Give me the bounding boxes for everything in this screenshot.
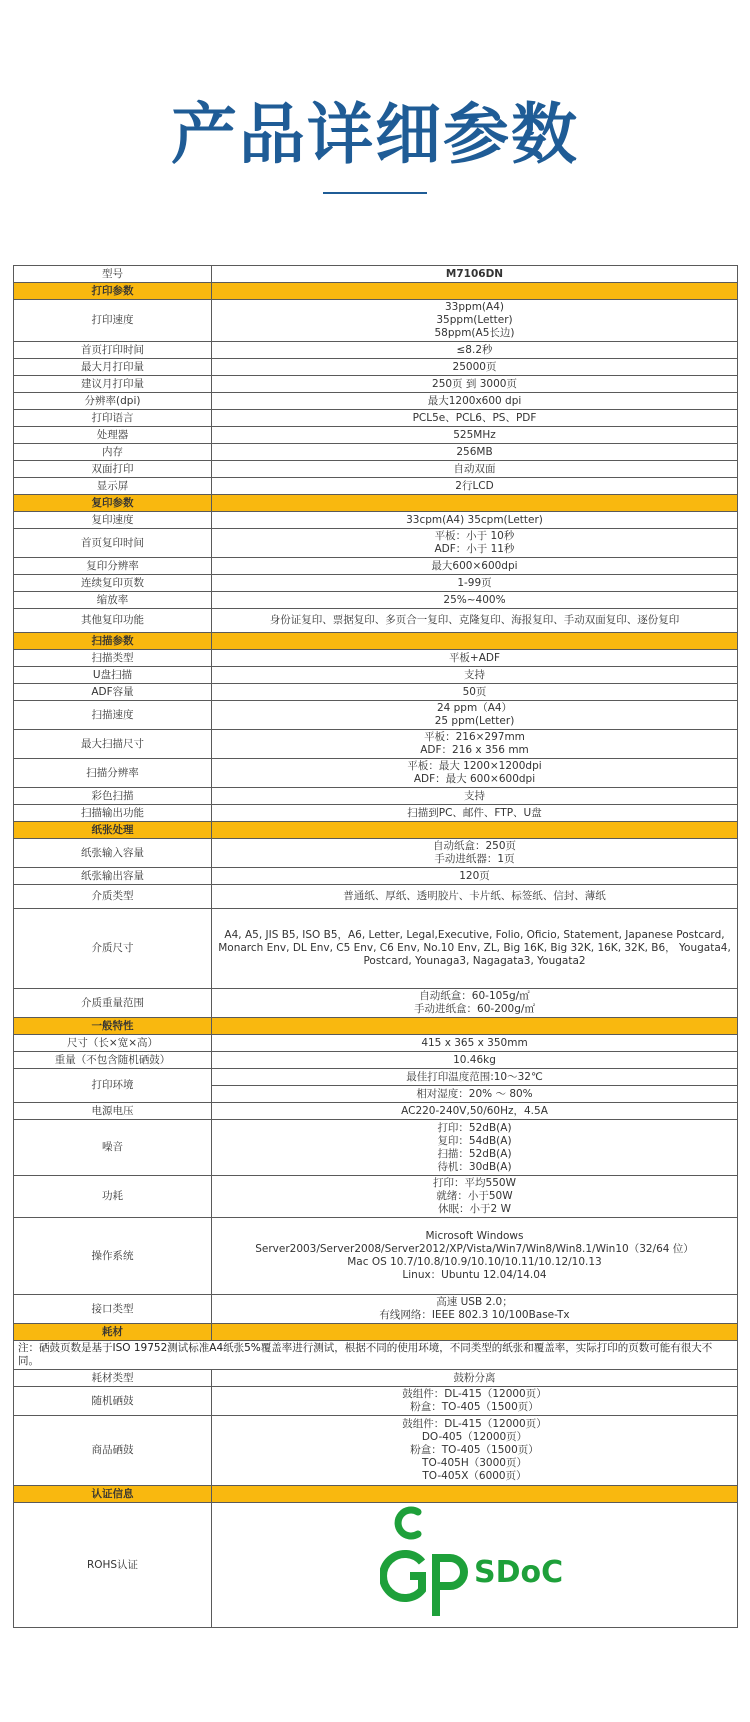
spec-value: PCL5e、PCL6、PS、PDF xyxy=(212,410,738,427)
spec-value: 打印：平均550W 就绪：小于50W 休眠：小于2 W xyxy=(212,1176,738,1218)
spec-label: 介质类型 xyxy=(14,885,212,909)
spec-label: 彩色扫描 xyxy=(14,788,212,805)
spec-label: 打印语言 xyxy=(14,410,212,427)
spec-label: 重量（不包含随机硒鼓） xyxy=(14,1052,212,1069)
spec-row xyxy=(14,1103,738,1120)
spec-value: 自动双面 xyxy=(212,461,738,478)
spec-value: 支持 xyxy=(212,667,738,684)
section-header-row xyxy=(14,1324,738,1341)
model-label: 型号 xyxy=(14,266,212,283)
spec-value: 扫描到PC、邮件、FTP、U盘 xyxy=(212,805,738,822)
spec-label: 其他复印功能 xyxy=(14,609,212,633)
spec-label: 电源电压 xyxy=(14,1103,212,1120)
section-header-row xyxy=(14,283,738,300)
spec-value: 33ppm(A4) 35ppm(Letter) 58ppm(A5长边) xyxy=(212,300,738,342)
spec-label: 缩放率 xyxy=(14,592,212,609)
spec-row xyxy=(14,667,738,684)
spec-row xyxy=(14,684,738,701)
spec-row xyxy=(14,342,738,359)
spec-value: ≤8.2秒 xyxy=(212,342,738,359)
spec-value: AC220-240V,50/60Hz，4.5A xyxy=(212,1103,738,1120)
spec-row xyxy=(14,1035,738,1052)
spec-label: 耗材类型 xyxy=(14,1370,212,1387)
spec-row xyxy=(14,575,738,592)
gp-sdoc-logo xyxy=(216,1506,733,1624)
section-fill xyxy=(212,495,738,512)
spec-value: 自动纸盒：250页 手动进纸器：1页 xyxy=(212,839,738,868)
spec-value: 平板：216×297mm ADF：216 x 356 mm xyxy=(212,730,738,759)
section-fill xyxy=(212,822,738,839)
spec-value: Microsoft Windows Server2003/Server2008/Server2012/XP/Vista/Win7/Win8/Win8.1/Win10（32/64 位） Mac OS 10.7/10.8/10.9/10.10/10.11/10.12/10.13 Linux：Ubuntu 12.04/14.04 xyxy=(212,1218,738,1295)
spec-row xyxy=(14,868,738,885)
spec-row xyxy=(14,805,738,822)
spec-label: 首页复印时间 xyxy=(14,529,212,558)
spec-row xyxy=(14,1120,738,1176)
spec-row xyxy=(14,1052,738,1069)
spec-value: 250页 到 3000页 xyxy=(212,376,738,393)
spec-label: 打印环境 xyxy=(14,1069,212,1103)
spec-value: 1-99页 xyxy=(212,575,738,592)
spec-row xyxy=(14,512,738,529)
spec-label: 功耗 xyxy=(14,1176,212,1218)
spec-label: 双面打印 xyxy=(14,461,212,478)
spec-row xyxy=(14,427,738,444)
spec-label: 复印速度 xyxy=(14,512,212,529)
section-title: 扫描参数 xyxy=(14,633,212,650)
spec-value: 256MB xyxy=(212,444,738,461)
model-value: M7106DN xyxy=(212,266,738,283)
spec-label: 纸张输入容量 xyxy=(14,839,212,868)
spec-row xyxy=(14,529,738,558)
spec-row xyxy=(14,730,738,759)
spec-table xyxy=(13,265,738,1628)
spec-label: 商品硒鼓 xyxy=(14,1416,212,1486)
spec-label: 打印速度 xyxy=(14,300,212,342)
spec-label: 最大月打印量 xyxy=(14,359,212,376)
spec-value: 打印：52dB(A) 复印：54dB(A) 扫描：52dB(A) 待机：30dB(A) xyxy=(212,1120,738,1176)
page-title: 产品详细参数 xyxy=(171,96,579,173)
spec-row xyxy=(14,393,738,410)
spec-value: 平板：小于 10秒 ADF：小于 11秒 xyxy=(212,529,738,558)
section-fill xyxy=(212,1486,738,1503)
spec-label: 显示屏 xyxy=(14,478,212,495)
spec-row xyxy=(14,461,738,478)
spec-row xyxy=(14,609,738,633)
spec-row xyxy=(14,1295,738,1324)
spec-row xyxy=(14,788,738,805)
section-fill xyxy=(212,1018,738,1035)
section-header-row xyxy=(14,822,738,839)
spec-row xyxy=(14,592,738,609)
spec-label: 处理器 xyxy=(14,427,212,444)
spec-label: 噪音 xyxy=(14,1120,212,1176)
spec-label: ADF容量 xyxy=(14,684,212,701)
section-fill xyxy=(212,633,738,650)
section-header-row xyxy=(14,1018,738,1035)
spec-value: 最大1200x600 dpi xyxy=(212,393,738,410)
spec-row xyxy=(14,478,738,495)
spec-row xyxy=(14,1370,738,1387)
spec-value: 50页 xyxy=(212,684,738,701)
spec-row xyxy=(14,1218,738,1295)
spec-label: 最大扫描尺寸 xyxy=(14,730,212,759)
spec-row xyxy=(14,839,738,868)
section-title: 复印参数 xyxy=(14,495,212,512)
consumable-note: 注：硒鼓页数是基于ISO 19752测试标准A4纸张5%覆盖率进行测试，根据不同的使用环境，不同类型的纸张和覆盖率，实际打印的页数可能有很大不同。 xyxy=(14,1341,738,1370)
spec-label: 扫描输出功能 xyxy=(14,805,212,822)
section-title: 耗材 xyxy=(14,1324,212,1341)
spec-value: 24 ppm（A4） 25 ppm(Letter) xyxy=(212,701,738,730)
spec-value: 10.46kg xyxy=(212,1052,738,1069)
section-header-row xyxy=(14,1486,738,1503)
spec-value: 自动纸盒：60-105g/㎡ 手动进纸盒：60-200g/㎡ xyxy=(212,989,738,1018)
spec-value: 鼓组件：DL-415（12000页） DO-405（12000页） 粉盒：TO-405（1500页） TO-405H（3000页） TO-405X（6000页） xyxy=(212,1416,738,1486)
spec-value: 25000页 xyxy=(212,359,738,376)
section-header-row xyxy=(14,495,738,512)
gp-logo-icon xyxy=(380,1506,570,1624)
spec-row xyxy=(14,1416,738,1486)
spec-label: 介质重量范围 xyxy=(14,989,212,1018)
spec-value: 2行LCD xyxy=(212,478,738,495)
spec-label: 接口类型 xyxy=(14,1295,212,1324)
spec-label: 介质尺寸 xyxy=(14,909,212,989)
certification-row xyxy=(14,1503,738,1628)
spec-value: 高速 USB 2.0； 有线网络：IEEE 802.3 10/100Base-Tx xyxy=(212,1295,738,1324)
spec-label: U盘扫描 xyxy=(14,667,212,684)
section-title: 一般特性 xyxy=(14,1018,212,1035)
spec-value: 最佳打印温度范围:10～32℃ xyxy=(212,1069,738,1086)
table-header-row xyxy=(14,266,738,283)
spec-label: 连续复印页数 xyxy=(14,575,212,592)
spec-label: 分辨率(dpi) xyxy=(14,393,212,410)
spec-value: 相对湿度：20% ～ 80% xyxy=(212,1086,738,1103)
spec-value: 支持 xyxy=(212,788,738,805)
spec-label: 复印分辨率 xyxy=(14,558,212,575)
spec-row xyxy=(14,410,738,427)
spec-value: 525MHz xyxy=(212,427,738,444)
spec-row xyxy=(14,909,738,989)
spec-label: 扫描分辨率 xyxy=(14,759,212,788)
spec-value: 最大600×600dpi xyxy=(212,558,738,575)
spec-label: 扫描类型 xyxy=(14,650,212,667)
spec-value: 415 x 365 x 350mm xyxy=(212,1035,738,1052)
spec-value: 鼓粉分离 xyxy=(212,1370,738,1387)
title-underline xyxy=(323,192,427,194)
spec-row xyxy=(14,1176,738,1218)
section-fill xyxy=(212,1324,738,1341)
spec-label: ROHS认证 xyxy=(14,1503,212,1628)
spec-value: 身份证复印、票据复印、多页合一复印、克隆复印、海报复印、手动双面复印、逐份复印 xyxy=(212,609,738,633)
spec-row xyxy=(14,1069,738,1086)
spec-label: 尺寸（长×宽×高） xyxy=(14,1035,212,1052)
spec-label: 扫描速度 xyxy=(14,701,212,730)
section-header-row xyxy=(14,633,738,650)
spec-row xyxy=(14,650,738,667)
spec-row xyxy=(14,759,738,788)
certification-logo-cell xyxy=(212,1503,738,1628)
spec-value: 平板：最大 1200×1200dpi ADF：最大 600×600dpi xyxy=(212,759,738,788)
logo-text: SDoC xyxy=(473,1555,563,1590)
spec-label: 首页打印时间 xyxy=(14,342,212,359)
spec-label: 纸张输出容量 xyxy=(14,868,212,885)
note-row xyxy=(14,1341,738,1370)
spec-row xyxy=(14,558,738,575)
spec-value: 25%~400% xyxy=(212,592,738,609)
spec-row xyxy=(14,885,738,909)
section-title: 认证信息 xyxy=(14,1486,212,1503)
spec-label: 随机硒鼓 xyxy=(14,1387,212,1416)
spec-row xyxy=(14,300,738,342)
spec-value: 平板+ADF xyxy=(212,650,738,667)
spec-table-body xyxy=(14,266,738,1628)
spec-row xyxy=(14,1387,738,1416)
spec-row xyxy=(14,989,738,1018)
spec-label: 建议月打印量 xyxy=(14,376,212,393)
spec-row xyxy=(14,444,738,461)
spec-row xyxy=(14,359,738,376)
spec-label: 内存 xyxy=(14,444,212,461)
spec-value: A4, A5, JIS B5, ISO B5，A6, Letter, Legal,Executive, Folio, Oficio, Statement, Japanese Postcard, Monarch Env, DL Env, C5 Env, C6 Env, No.10 Env, ZL, Big 16K, Big 32K, 16K, 32K, B6， Yougata4, Postcard, Younaga3, Nagagata3, Yougata2 xyxy=(212,909,738,989)
spec-value: 120页 xyxy=(212,868,738,885)
section-title: 纸张处理 xyxy=(14,822,212,839)
spec-row xyxy=(14,701,738,730)
section-title: 打印参数 xyxy=(14,283,212,300)
spec-value: 普通纸、厚纸、透明胶片、卡片纸、标签纸、信封、薄纸 xyxy=(212,885,738,909)
section-fill xyxy=(212,283,738,300)
spec-value: 鼓组件：DL-415（12000页） 粉盒：TO-405（1500页） xyxy=(212,1387,738,1416)
spec-row xyxy=(14,376,738,393)
spec-label: 操作系统 xyxy=(14,1218,212,1295)
spec-value: 33cpm(A4) 35cpm(Letter) xyxy=(212,512,738,529)
